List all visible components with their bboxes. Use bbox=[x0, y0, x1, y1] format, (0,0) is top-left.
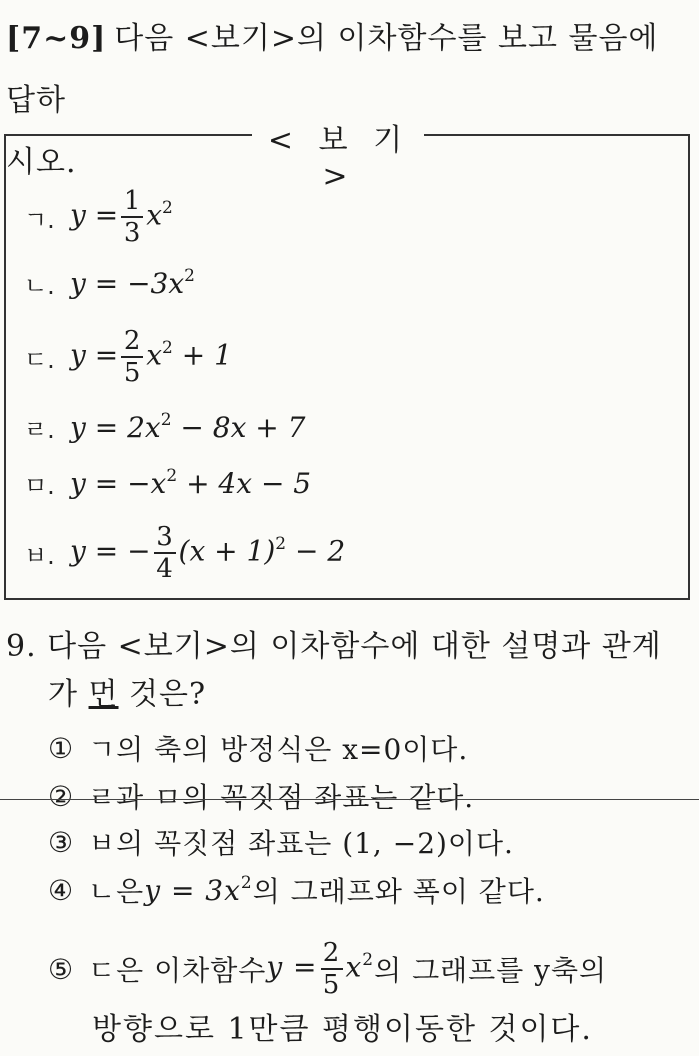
fraction: $\frac{2}{5}$ bbox=[321, 938, 343, 1000]
header-text: 다음 <보기>의 이차함수를 보고 물음에 답하 bbox=[6, 21, 659, 118]
option-5-continuation: 방향으로 1만큼 평행이동한 것이다. bbox=[92, 1012, 593, 1047]
example-item-f bbox=[24, 522, 345, 584]
fraction: $\frac{2}{5}$ bbox=[121, 326, 143, 388]
option-text: ㄹ과 ㅁ의 꼭짓점 좌표는 같다. bbox=[88, 781, 475, 814]
option-text: 의 그래프를 y축의 bbox=[374, 954, 608, 987]
example-item-d bbox=[24, 410, 305, 445]
option-text: ㅂ의 꼭짓점 좌표는 (1, −2)이다. bbox=[88, 827, 514, 860]
equation: y = $\frac{1}{3}$ $x^2$ bbox=[70, 186, 173, 248]
option-number: ⑤ bbox=[48, 952, 75, 986]
header-line-1 bbox=[6, 8, 694, 132]
fraction: $\frac{1}{3}$ bbox=[121, 186, 143, 248]
example-item-c bbox=[24, 326, 232, 388]
option-text: ㄴ은 bbox=[88, 875, 145, 908]
example-label: ㄴ. bbox=[24, 272, 55, 300]
question-underlined-word: 먼 bbox=[88, 677, 119, 712]
option-number: ③ bbox=[48, 825, 75, 859]
example-item-e bbox=[24, 466, 311, 501]
option-2[interactable] bbox=[48, 776, 474, 816]
example-label: ㄱ. bbox=[24, 205, 55, 234]
example-label: ㄹ. bbox=[24, 416, 55, 444]
problem-number: [7~9] bbox=[6, 21, 107, 56]
option-text: ㄱ의 축의 방정식은 x=0이다. bbox=[88, 733, 469, 766]
equation: $y = 3x^2$ bbox=[144, 872, 253, 907]
example-label: ㅁ. bbox=[24, 472, 55, 500]
example-label: ㄷ. bbox=[24, 345, 55, 374]
option-text: ㄷ은 이차함수 bbox=[88, 954, 267, 987]
option-number: ② bbox=[48, 779, 75, 813]
equation: $y = -x^2 + 4x - 5$ bbox=[70, 466, 312, 500]
example-item-b bbox=[24, 266, 195, 301]
equation: $y = -3x^2$ bbox=[70, 266, 195, 300]
option-number: ④ bbox=[48, 873, 75, 907]
question-line-2 bbox=[48, 670, 206, 720]
page-divider bbox=[0, 799, 699, 800]
equation: y = $\frac{2}{5}$ $x^2$ bbox=[266, 938, 375, 1000]
option-number: ① bbox=[48, 731, 75, 765]
box-title: < 보 기 > bbox=[267, 123, 411, 194]
equation: y = $\frac{2}{5}$ $x^2 + 1$ bbox=[70, 326, 232, 388]
fraction: $\frac{3}{4}$ bbox=[154, 522, 176, 584]
example-label: ㅂ. bbox=[24, 541, 55, 570]
header-line-2: 시오. bbox=[6, 145, 77, 180]
question-text: 가 bbox=[48, 677, 89, 712]
question-line-1: 9. 다음 <보기>의 이차함수에 대한 설명과 관계 bbox=[6, 629, 662, 664]
example-item-a bbox=[24, 186, 173, 248]
option-3[interactable] bbox=[48, 822, 514, 862]
question-text: 것은? bbox=[118, 677, 207, 712]
equation: $y = 2x^2 - 8x + 7$ bbox=[70, 410, 306, 444]
option-1[interactable] bbox=[48, 728, 468, 768]
option-5[interactable] bbox=[48, 938, 607, 1000]
equation: y = − $\frac{3}{4}$ $(x + 1)^2 - 2$ bbox=[70, 522, 346, 584]
option-text: 의 그래프와 폭이 같다. bbox=[252, 875, 545, 908]
option-4[interactable] bbox=[48, 870, 545, 910]
